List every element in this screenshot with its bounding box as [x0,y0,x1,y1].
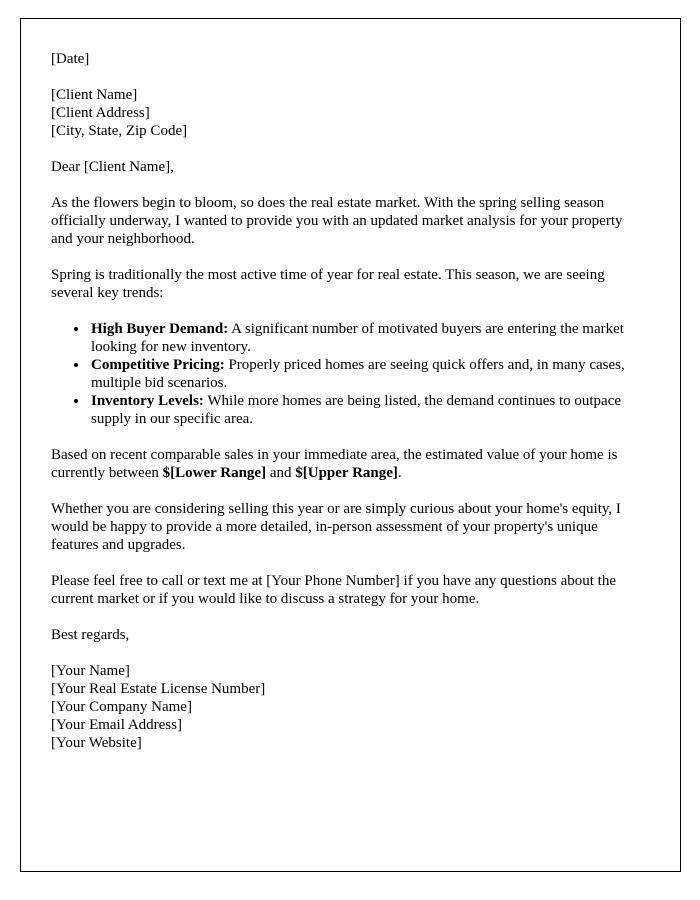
equity-paragraph: Whether you are considering selling this year or are simply curious about your home's equity, I would be happy to provide a more detailed, in-person assessment of your property's unique features and upgrades. [51,501,621,553]
signature-license-line: [Your Real Estate License Number] [51,681,266,697]
bullet-label: High Buyer Demand: [91,321,229,337]
salutation: Dear [Client Name], [51,159,174,175]
value-estimate-paragraph [51,446,636,482]
key-trends-list [51,320,650,428]
signature-name-line: [Your Name] [51,663,130,679]
bullet-label: Inventory Levels: [91,393,204,409]
recipient-name-line: [Client Name] [51,87,138,103]
bullet-text: Properly priced homes are seeing quick offers and, in many cases, multiple bid scenarios. [91,357,625,391]
recipient-address-block [51,86,650,140]
lower-range-placeholder: $[Lower Range] [162,465,267,481]
bullet-label: Competitive Pricing: [91,357,225,373]
contact-paragraph: Please feel free to call or text me at [Your Phone Number] if you have any questions about the current market or if you would like to discuss a strategy for your home. [51,573,616,607]
signature-company-line: [Your Company Name] [51,699,192,715]
date-placeholder: [Date] [51,51,90,67]
signature-email-line: [Your Email Address] [51,717,182,733]
intro-paragraph: As the flowers begin to bloom, so does the real estate market. With the spring selling season officially underway, I wanted to provide you with an updated market analysis for your property and your neighborhood. [51,195,623,247]
bullet-text: A significant number of motivated buyers are entering the market looking for new inventory. [91,321,624,355]
list-item [89,392,650,428]
value-suffix: . [397,465,402,481]
value-prefix: Based on recent comparable sales in your immediate area, the estimated value of your home is currently between [51,447,618,481]
trends-lead-paragraph: Spring is traditionally the most active time of year for real estate. This season, we are seeing several key trends: [51,267,605,301]
letter-page [20,18,681,872]
signature-block [51,662,650,752]
closing: Best regards, [51,627,130,643]
upper-range-placeholder: $[Upper Range] [295,465,398,481]
list-item [89,356,650,392]
recipient-city-line: [City, State, Zip Code] [51,123,188,139]
list-item [89,320,650,356]
recipient-address-line: [Client Address] [51,105,150,121]
bullet-text: While more homes are being listed, the demand continues to outpace supply in our specific area. [91,393,622,427]
value-connector: and [266,465,296,481]
signature-website-line: [Your Website] [51,735,142,751]
